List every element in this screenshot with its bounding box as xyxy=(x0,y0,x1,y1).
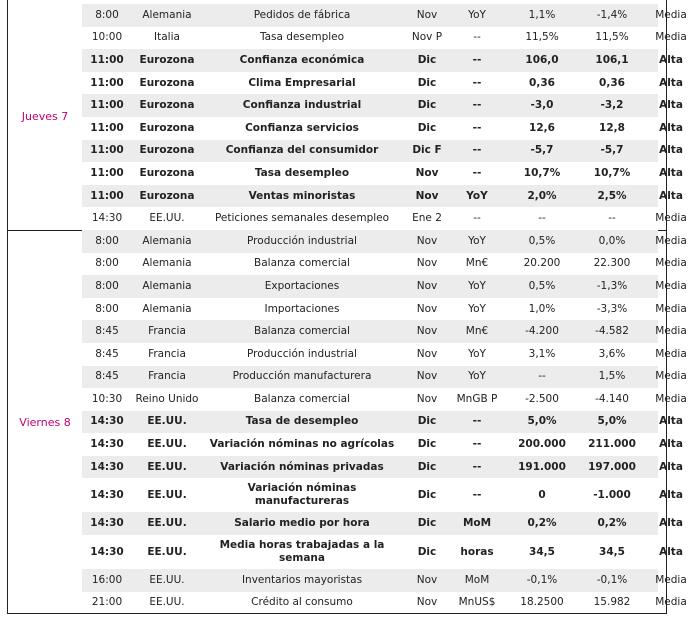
cell-period: Dic xyxy=(417,99,437,112)
cell-prev: 18.2500 xyxy=(520,596,564,609)
table-row xyxy=(82,456,683,479)
cell-fore: -5,7 xyxy=(600,144,624,157)
cell-event: Variación nóminas manufactureras xyxy=(247,482,357,508)
cell-imp: Alta xyxy=(659,144,683,157)
cell-unit: -- xyxy=(472,415,482,428)
cell-period: Dic xyxy=(417,121,437,134)
day-label: Jueves 7 xyxy=(21,110,69,123)
cell-prev: -4.200 xyxy=(525,325,559,338)
cell-imp: Media xyxy=(655,347,687,360)
cell-period: Dic xyxy=(417,438,437,451)
cell-country: Alemania xyxy=(142,257,192,270)
cell-fore: -1.000 xyxy=(593,488,631,501)
cell-prev: 0,5% xyxy=(528,279,556,292)
cell-prev: -0,1% xyxy=(526,573,558,586)
cell-time: 16:00 xyxy=(91,573,123,586)
cell-time: 11:00 xyxy=(90,189,124,202)
cell-period: Dic F xyxy=(412,144,442,157)
cell-fore: 0,0% xyxy=(598,234,626,247)
cell-country: EE.UU. xyxy=(147,545,187,558)
cell-prev: -- xyxy=(538,370,546,383)
cell-imp: Media xyxy=(655,8,687,21)
cell-country: Francia xyxy=(148,325,186,338)
cell-time: 8:00 xyxy=(95,279,119,292)
cell-fore: 2,5% xyxy=(597,189,627,202)
cell-prev: 0 xyxy=(538,488,546,501)
cell-prev: 11,5% xyxy=(525,31,559,44)
cell-prev: 0,2% xyxy=(527,517,557,530)
cell-imp: Media xyxy=(655,325,687,338)
cell-period: Nov xyxy=(416,8,438,21)
cell-period: Dic xyxy=(417,415,437,428)
cell-unit: YoY xyxy=(468,347,486,360)
cell-fore: -1,3% xyxy=(596,279,628,292)
cell-imp: Media xyxy=(655,596,687,609)
cell-time: 14:30 xyxy=(90,460,124,473)
cell-imp: Alta xyxy=(659,76,683,89)
cell-prev: 12,6 xyxy=(529,121,555,134)
cell-time: 8:00 xyxy=(95,234,119,247)
cell-time: 11:00 xyxy=(90,166,124,179)
cell-fore: 1,5% xyxy=(598,370,626,383)
cell-country: Alemania xyxy=(142,8,192,21)
cell-period: Nov xyxy=(416,234,438,247)
cell-unit: YoY xyxy=(468,302,486,315)
cell-fore: -3,3% xyxy=(596,302,628,315)
cell-prev: 0,5% xyxy=(528,234,556,247)
table-row xyxy=(82,49,683,72)
cell-event: Inventarios mayoristas xyxy=(241,573,363,586)
cell-event: Clima Empresarial xyxy=(248,76,356,89)
cell-imp: Media xyxy=(655,370,687,383)
cell-unit: -- xyxy=(472,144,482,157)
table-row xyxy=(82,275,687,298)
table-row xyxy=(82,72,683,95)
table-row xyxy=(82,94,683,117)
cell-country: Alemania xyxy=(142,279,192,292)
cell-fore: 106,1 xyxy=(595,53,629,66)
cell-event: Variación nóminas privadas xyxy=(220,460,384,473)
cell-time: 14:30 xyxy=(90,517,124,530)
cell-event: Peticiones semanales desempleo xyxy=(214,212,390,225)
cell-event: Variación nóminas no agrícolas xyxy=(209,438,395,451)
cell-period: Ene 2 xyxy=(412,212,442,225)
cell-time: 14:30 xyxy=(90,545,124,558)
cell-event: Tasa de desempleo xyxy=(245,415,359,428)
cell-time: 11:00 xyxy=(90,121,124,134)
cell-country: Eurozona xyxy=(139,144,195,157)
cell-imp: Alta xyxy=(659,415,683,428)
cell-unit: -- xyxy=(472,488,482,501)
cell-time: 8:45 xyxy=(95,370,119,383)
cell-country: Reino Unido xyxy=(135,392,199,405)
cell-unit: YoY xyxy=(466,189,488,202)
cell-period: Dic xyxy=(417,488,437,501)
cell-period: Dic xyxy=(417,76,437,89)
cell-event: Exportaciones xyxy=(264,279,340,292)
cell-country: EE.UU. xyxy=(149,596,185,609)
cell-fore: -4.582 xyxy=(595,325,629,338)
cell-imp: Alta xyxy=(659,166,683,179)
cell-country: Italia xyxy=(154,31,180,44)
table-row xyxy=(82,140,683,163)
cell-imp: Alta xyxy=(659,438,683,451)
cell-unit: -- xyxy=(472,438,482,451)
cell-event: Balanza comercial xyxy=(254,257,350,270)
cell-period: Nov xyxy=(415,189,439,202)
cell-imp: Media xyxy=(655,392,687,405)
table-row xyxy=(82,478,683,512)
cell-period: Nov xyxy=(415,166,439,179)
cell-unit: YoY xyxy=(468,370,486,383)
cell-time: 11:00 xyxy=(90,144,124,157)
cell-unit: MnUS$ xyxy=(458,596,496,609)
cell-time: 11:00 xyxy=(90,76,124,89)
cell-prev: 1,1% xyxy=(528,8,556,21)
cell-fore: -3,2 xyxy=(600,99,624,112)
cell-imp: Media xyxy=(655,234,687,247)
table-row xyxy=(82,592,687,615)
cell-period: Nov xyxy=(416,302,438,315)
cell-time: 8:00 xyxy=(95,257,119,270)
cell-period: Nov xyxy=(416,257,438,270)
cell-period: Nov xyxy=(416,279,438,292)
cell-fore: 197.000 xyxy=(588,460,636,473)
cell-imp: Media xyxy=(655,302,687,315)
cell-unit: -- xyxy=(472,53,482,66)
table-row xyxy=(82,27,687,50)
cell-imp: Alta xyxy=(659,460,683,473)
cell-unit: horas xyxy=(460,545,494,558)
cell-imp: Media xyxy=(655,31,687,44)
cell-event: Producción industrial xyxy=(247,347,357,360)
cell-event: Producción industrial xyxy=(247,234,357,247)
cell-period: Nov xyxy=(416,573,438,586)
cell-country: Eurozona xyxy=(139,53,195,66)
cell-time: 21:00 xyxy=(91,596,123,609)
cell-country: Eurozona xyxy=(139,76,195,89)
cell-prev: 5,0% xyxy=(527,415,557,428)
cell-prev: 10,7% xyxy=(523,166,561,179)
table-row xyxy=(82,4,687,27)
cell-unit: -- xyxy=(473,31,481,44)
cell-time: 14:30 xyxy=(90,488,124,501)
cell-imp: Media xyxy=(655,573,687,586)
cell-event: Tasa desempleo xyxy=(254,166,350,179)
cell-event: Salario medio por hora xyxy=(234,517,370,530)
cell-fore: -0,1% xyxy=(596,573,628,586)
cell-unit: Mn€ xyxy=(465,325,489,338)
cell-imp: Alta xyxy=(659,53,683,66)
cell-prev: -- xyxy=(538,212,546,225)
table-row xyxy=(82,512,683,535)
cell-fore: -- xyxy=(608,212,616,225)
cell-prev: 0,36 xyxy=(529,76,555,89)
cell-time: 14:30 xyxy=(90,415,124,428)
cell-fore: -1,4% xyxy=(596,8,628,21)
cell-event: Pedidos de fábrica xyxy=(253,8,351,21)
cell-imp: Alta xyxy=(659,545,683,558)
cell-imp: Media xyxy=(655,212,687,225)
cell-period: Nov xyxy=(416,596,438,609)
cell-fore: -4.140 xyxy=(595,392,629,405)
cell-unit: -- xyxy=(473,212,481,225)
cell-country: Alemania xyxy=(142,234,192,247)
cell-imp: Alta xyxy=(659,99,683,112)
cell-event: Crédito al consumo xyxy=(251,596,353,609)
cell-unit: Mn€ xyxy=(465,257,489,270)
cell-fore: 0,2% xyxy=(597,517,627,530)
cell-fore: 211.000 xyxy=(588,438,636,451)
table-row xyxy=(82,433,683,456)
cell-prev: -3,0 xyxy=(530,99,554,112)
cell-event: Importaciones xyxy=(264,302,340,315)
table-row xyxy=(82,569,687,592)
cell-unit: -- xyxy=(472,460,482,473)
cell-event: Balanza comercial xyxy=(254,325,350,338)
cell-country: EE.UU. xyxy=(149,573,185,586)
cell-country: Francia xyxy=(148,370,186,383)
cell-event: Ventas minoristas xyxy=(248,189,356,202)
cell-imp: Alta xyxy=(659,121,683,134)
cell-time: 14:30 xyxy=(90,438,124,451)
cell-imp: Media xyxy=(655,257,687,270)
cell-prev: 34,5 xyxy=(529,545,555,558)
cell-prev: 191.000 xyxy=(518,460,566,473)
cell-country: EE.UU. xyxy=(149,212,185,225)
cell-country: Eurozona xyxy=(139,166,195,179)
cell-unit: MnGB P xyxy=(456,392,498,405)
cell-event: Confianza servicios xyxy=(245,121,359,134)
table-row xyxy=(82,253,687,276)
cell-prev: 2,0% xyxy=(527,189,557,202)
cell-country: EE.UU. xyxy=(147,517,187,530)
cell-event: Confianza industrial xyxy=(242,99,362,112)
cell-fore: 3,6% xyxy=(598,347,626,360)
table-row xyxy=(82,366,687,389)
cell-period: Dic xyxy=(417,517,437,530)
cell-unit: -- xyxy=(472,99,482,112)
cell-unit: YoY xyxy=(468,279,486,292)
cell-country: Eurozona xyxy=(139,99,195,112)
cell-event: Confianza económica xyxy=(239,53,365,66)
cell-imp: Media xyxy=(655,279,687,292)
cell-time: 10:30 xyxy=(91,392,123,405)
table-row xyxy=(82,535,683,569)
cell-time: 8:00 xyxy=(95,302,119,315)
cell-prev: -2.500 xyxy=(525,392,559,405)
cell-unit: YoY xyxy=(468,234,486,247)
cell-country: EE.UU. xyxy=(147,415,187,428)
cell-country: EE.UU. xyxy=(147,438,187,451)
cell-period: Nov P xyxy=(411,31,443,44)
cell-unit: YoY xyxy=(468,8,486,21)
cell-country: Francia xyxy=(148,347,186,360)
table-row xyxy=(82,343,687,366)
cell-fore: 11,5% xyxy=(595,31,629,44)
cell-period: Dic xyxy=(417,53,437,66)
day-label: Viernes 8 xyxy=(19,416,71,430)
table-row xyxy=(82,388,687,411)
cell-imp: Alta xyxy=(659,488,683,501)
table-row xyxy=(82,117,683,140)
cell-time: 11:00 xyxy=(90,53,124,66)
cell-event: Balanza comercial xyxy=(254,392,350,405)
cell-unit: -- xyxy=(472,121,482,134)
cell-time: 10:00 xyxy=(91,31,123,44)
cell-event: Tasa desempleo xyxy=(259,31,345,44)
cell-period: Nov xyxy=(416,370,438,383)
cell-prev: 20.200 xyxy=(523,257,561,270)
cell-unit: MoM xyxy=(462,517,492,530)
cell-country: Eurozona xyxy=(139,121,195,134)
cell-unit: -- xyxy=(472,166,482,179)
table-row xyxy=(82,411,683,434)
table-row xyxy=(82,207,687,230)
table-row xyxy=(82,320,687,343)
cell-period: Dic xyxy=(417,545,437,558)
table-row xyxy=(82,185,683,208)
cell-period: Nov xyxy=(416,325,438,338)
cell-fore: 12,8 xyxy=(599,121,625,134)
cell-unit: MoM xyxy=(464,573,490,586)
event-table xyxy=(82,4,687,614)
cell-event: Producción manufacturera xyxy=(232,370,372,383)
cell-unit: -- xyxy=(472,76,482,89)
cell-prev: 1,0% xyxy=(528,302,556,315)
cell-prev: 3,1% xyxy=(528,347,556,360)
cell-fore: 10,7% xyxy=(593,166,631,179)
cell-time: 14:30 xyxy=(91,212,123,225)
cell-fore: 5,0% xyxy=(597,415,627,428)
cell-country: EE.UU. xyxy=(147,488,187,501)
cell-period: Nov xyxy=(416,392,438,405)
cell-fore: 34,5 xyxy=(599,545,625,558)
cell-event: Confianza del consumidor xyxy=(225,144,379,157)
cell-imp: Alta xyxy=(659,517,683,530)
cell-event: Media horas trabajadas a la semana xyxy=(219,539,385,565)
cell-time: 11:00 xyxy=(90,99,124,112)
cell-country: EE.UU. xyxy=(147,460,187,473)
cell-imp: Alta xyxy=(659,189,683,202)
cell-prev: 200.000 xyxy=(518,438,566,451)
cell-country: Eurozona xyxy=(139,189,195,202)
table-row xyxy=(82,162,683,185)
table-row xyxy=(82,298,687,321)
cell-country: Alemania xyxy=(142,302,192,315)
cell-period: Dic xyxy=(417,460,437,473)
cell-time: 8:00 xyxy=(95,8,119,21)
cell-fore: 15.982 xyxy=(593,596,631,609)
cell-period: Nov xyxy=(416,347,438,360)
cell-prev: -5,7 xyxy=(530,144,554,157)
cell-fore: 0,36 xyxy=(599,76,625,89)
table-row xyxy=(82,230,687,253)
cell-time: 8:45 xyxy=(95,325,119,338)
cell-prev: 106,0 xyxy=(525,53,559,66)
cell-time: 8:45 xyxy=(95,347,119,360)
cell-fore: 22.300 xyxy=(593,257,631,270)
